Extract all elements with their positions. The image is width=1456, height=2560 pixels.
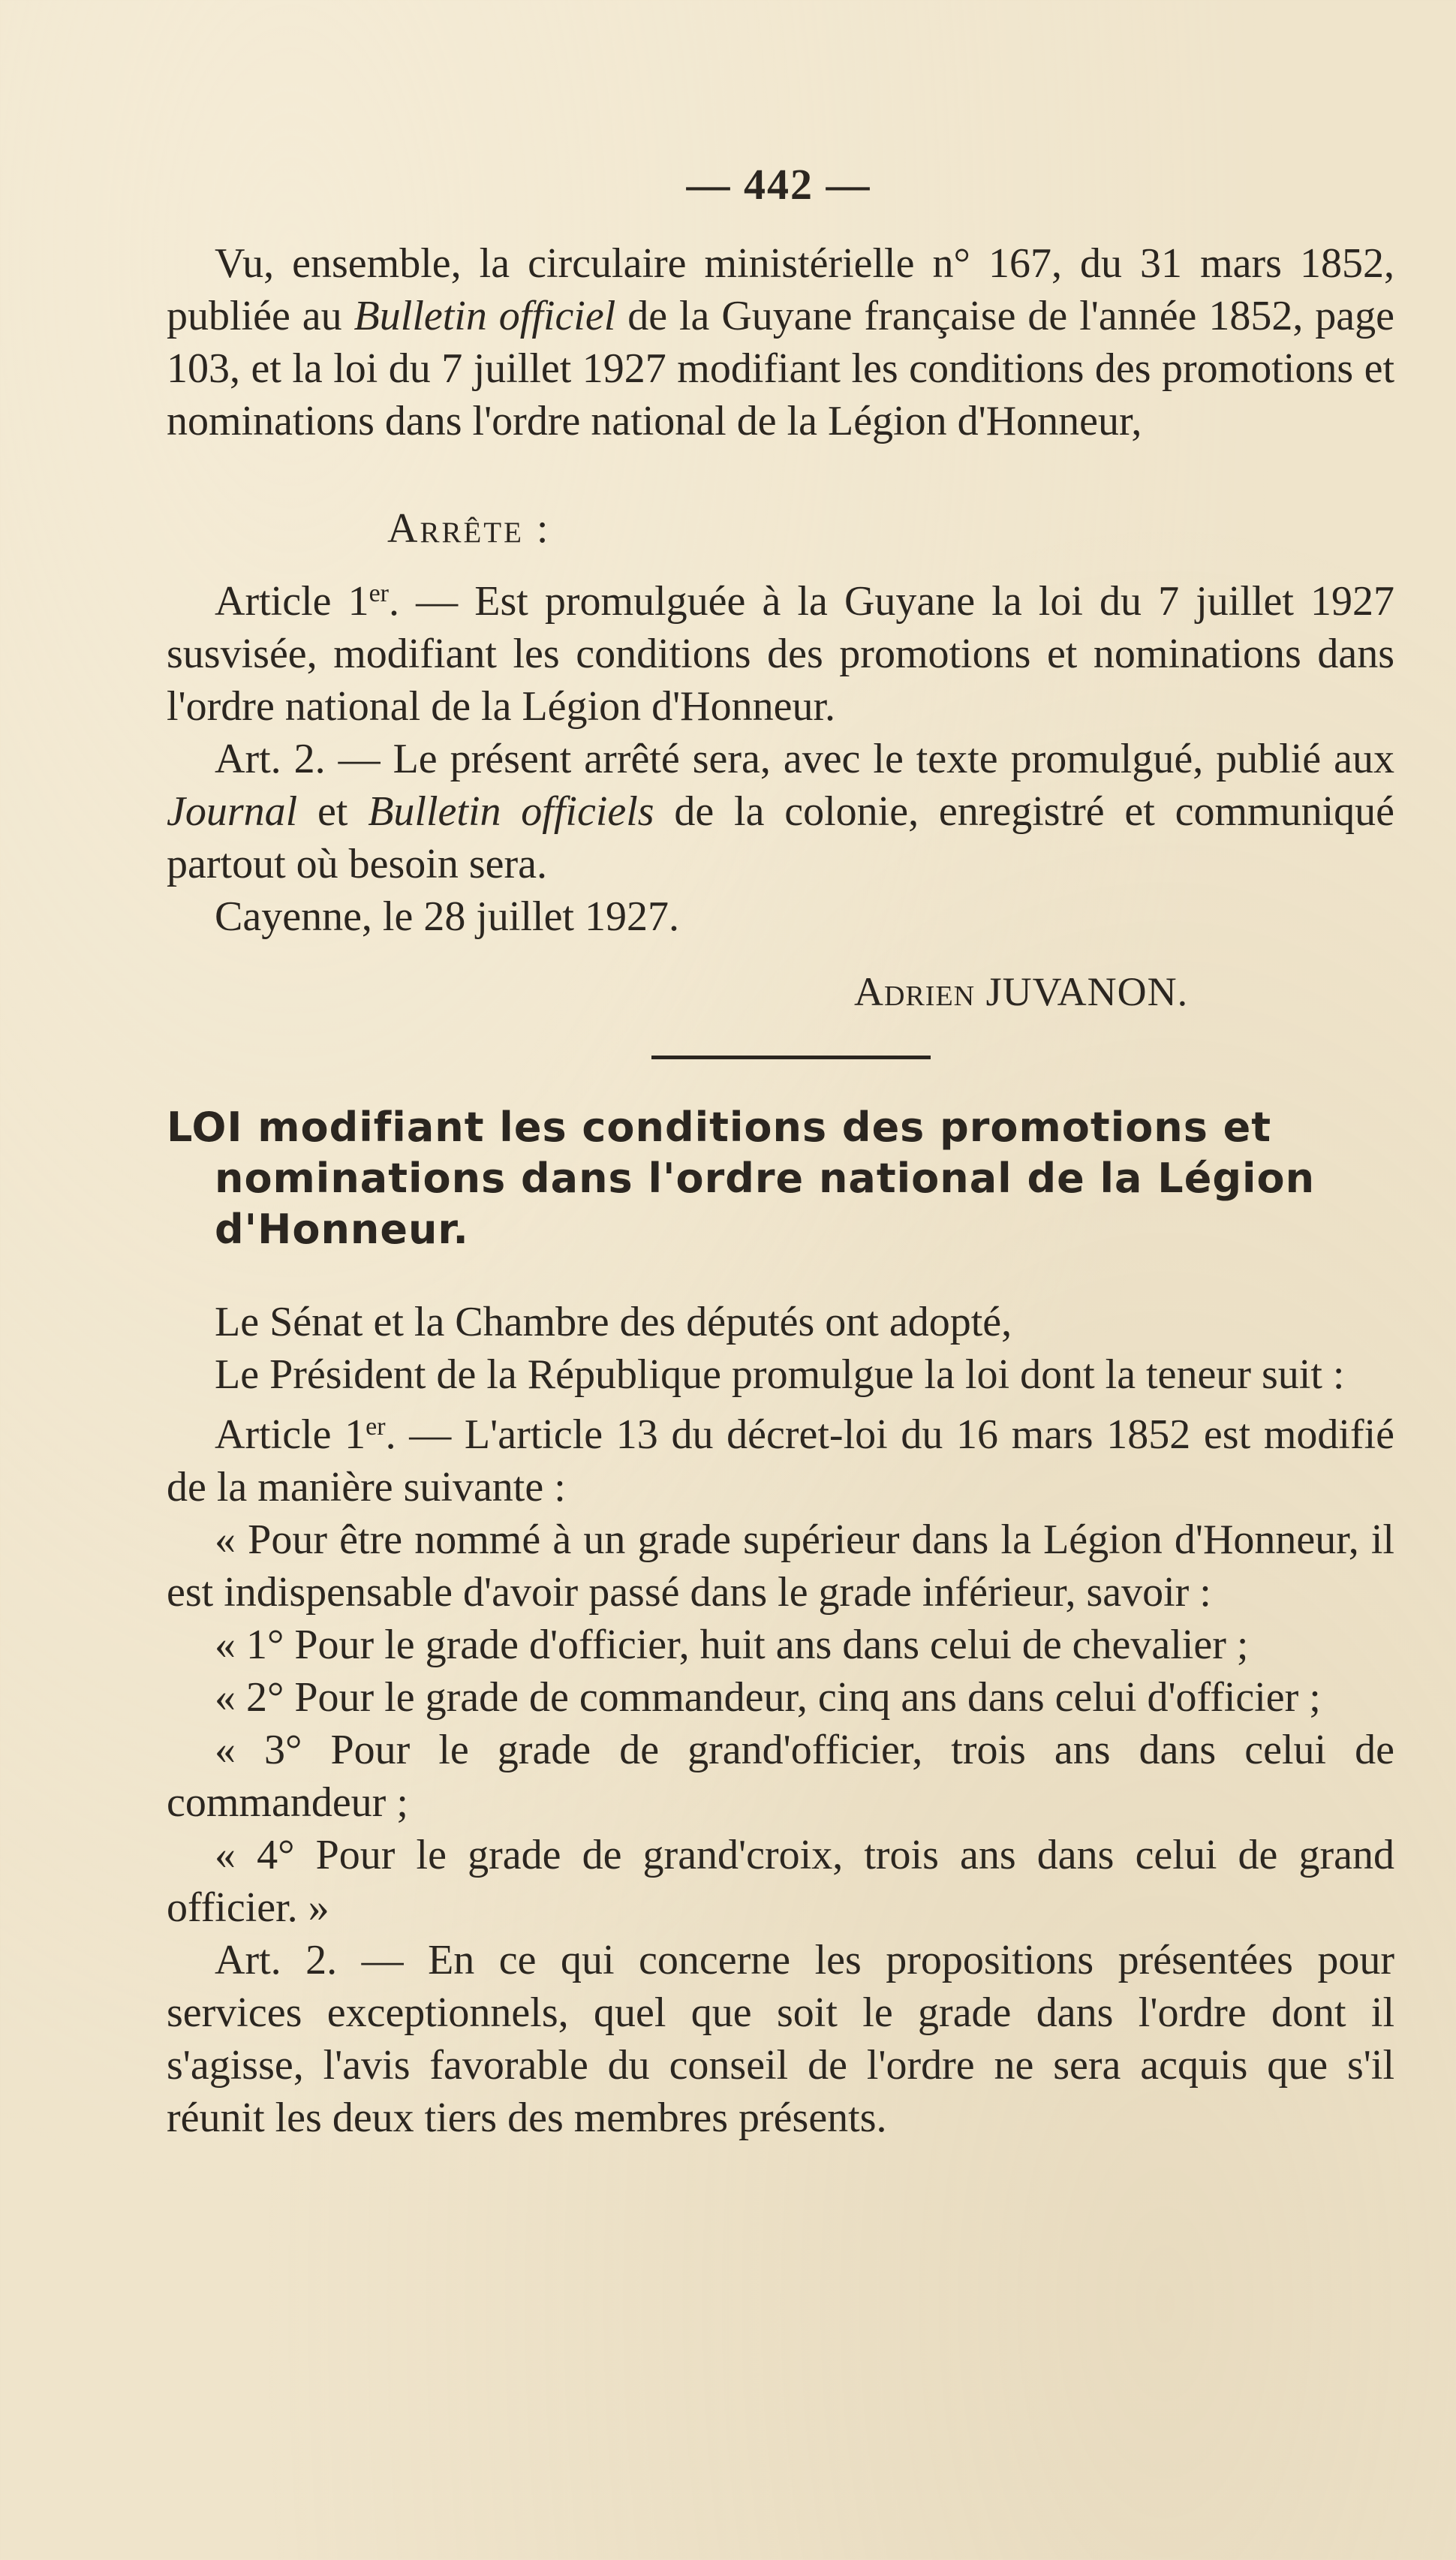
law-item-4: « 4° Pour le grade de grand'croix, trois ans dans celui de grand officier. » xyxy=(167,1832,1394,1931)
decree-article-1 xyxy=(167,568,1394,733)
law-title-line-2: nominations dans l'ordre national de la Légion xyxy=(215,1155,1316,1202)
preamble-part1: Vu, ensemble, la circulaire ministérielle n° 167, du 31 mars 1852, publiée au xyxy=(167,240,1394,339)
law-article-1-text: . — L'article 13 du décret-loi du 16 mars 1852 est modifié de la manière suivante : xyxy=(167,1411,1394,1510)
law-title xyxy=(167,1102,1394,1255)
signature-first-name: Adrien xyxy=(854,969,976,1014)
law-item-2: « 2° Pour le grade de commandeur, cinq ans dans celui d'officier ; xyxy=(215,1674,1321,1721)
section-divider xyxy=(651,1056,931,1059)
journal-italic: Journal xyxy=(167,788,298,835)
law-promulgation: Le Président de la République promulgue la loi dont la teneur suit : xyxy=(215,1351,1345,1398)
decree-article-2-part1: Art. 2. — Le présent arrêté sera, avec le texte promulgué, publié aux xyxy=(215,736,1394,782)
preamble-paragraph xyxy=(167,237,1394,447)
signature xyxy=(854,968,1188,1015)
decree-articles xyxy=(167,568,1394,943)
arrete-heading: Arrête : xyxy=(387,505,551,552)
law-article-1 xyxy=(167,1401,1394,1513)
decree-article-1-sup: er xyxy=(369,580,390,607)
law-article-1-sup: er xyxy=(366,1413,386,1441)
preamble-part2: de la Guyane française de l'année 1852, page 103, et la loi du 7 juillet 1927 modifiant les conditions des promotions et nominations dans l'ordre national de la Légion d'Honneur, xyxy=(167,293,1394,444)
law-article-2: Art. 2. — En ce qui concerne les propositions présentées pour services exceptionnels, quel que soit le grade dans l'ordre dont il s'agisse, l'avis favorable du conseil de l'ordre ne sera acquis que s'il réunit les deux tiers des membres présents. xyxy=(167,1937,1394,2141)
preamble-text xyxy=(167,237,1394,447)
bulletin-officiels-italic: Bulletin officiels xyxy=(368,788,654,835)
law-title-line-3: d'Honneur. xyxy=(215,1206,469,1253)
signature-last-name: JUVANON. xyxy=(975,969,1189,1014)
law-item-3: « 3° Pour le grade de grand'officier, trois ans dans celui de commandeur ; xyxy=(167,1727,1394,1826)
decree-article-2-part2: et xyxy=(297,788,369,835)
law-title-line-1: LOI modifiant les conditions des promotions et xyxy=(167,1104,1272,1151)
decree-article-1-prefix: Article 1 xyxy=(215,578,369,625)
decree-article-2 xyxy=(167,733,1394,890)
law-adoption: Le Sénat et la Chambre des députés ont adopté, xyxy=(215,1299,1012,1345)
decree-article-1-text: . — Est promulguée à la Guyane la loi du 7 juillet 1927 susvisée, modifiant les conditions des promotions et nominations dans l'ordre national de la Légion d'Honneur. xyxy=(167,578,1394,730)
law-body xyxy=(167,1296,1394,2144)
page-number: — 442 — xyxy=(686,160,871,209)
place-date: Cayenne, le 28 juillet 1927. xyxy=(215,893,679,940)
decree-article-2-part3: de la colonie, enregistré et communiqué partout où besoin sera. xyxy=(167,788,1395,887)
law-item-1: « 1° Pour le grade d'officier, huit ans dans celui de chevalier ; xyxy=(215,1622,1249,1668)
law-quote-intro: « Pour être nommé à un grade supérieur dans la Légion d'Honneur, il est indispensable d'avoir passé dans le grade inférieur, savoir : xyxy=(167,1516,1394,1616)
bulletin-officiel-italic: Bulletin officiel xyxy=(353,293,616,339)
law-article-1-prefix: Article 1 xyxy=(215,1411,366,1458)
